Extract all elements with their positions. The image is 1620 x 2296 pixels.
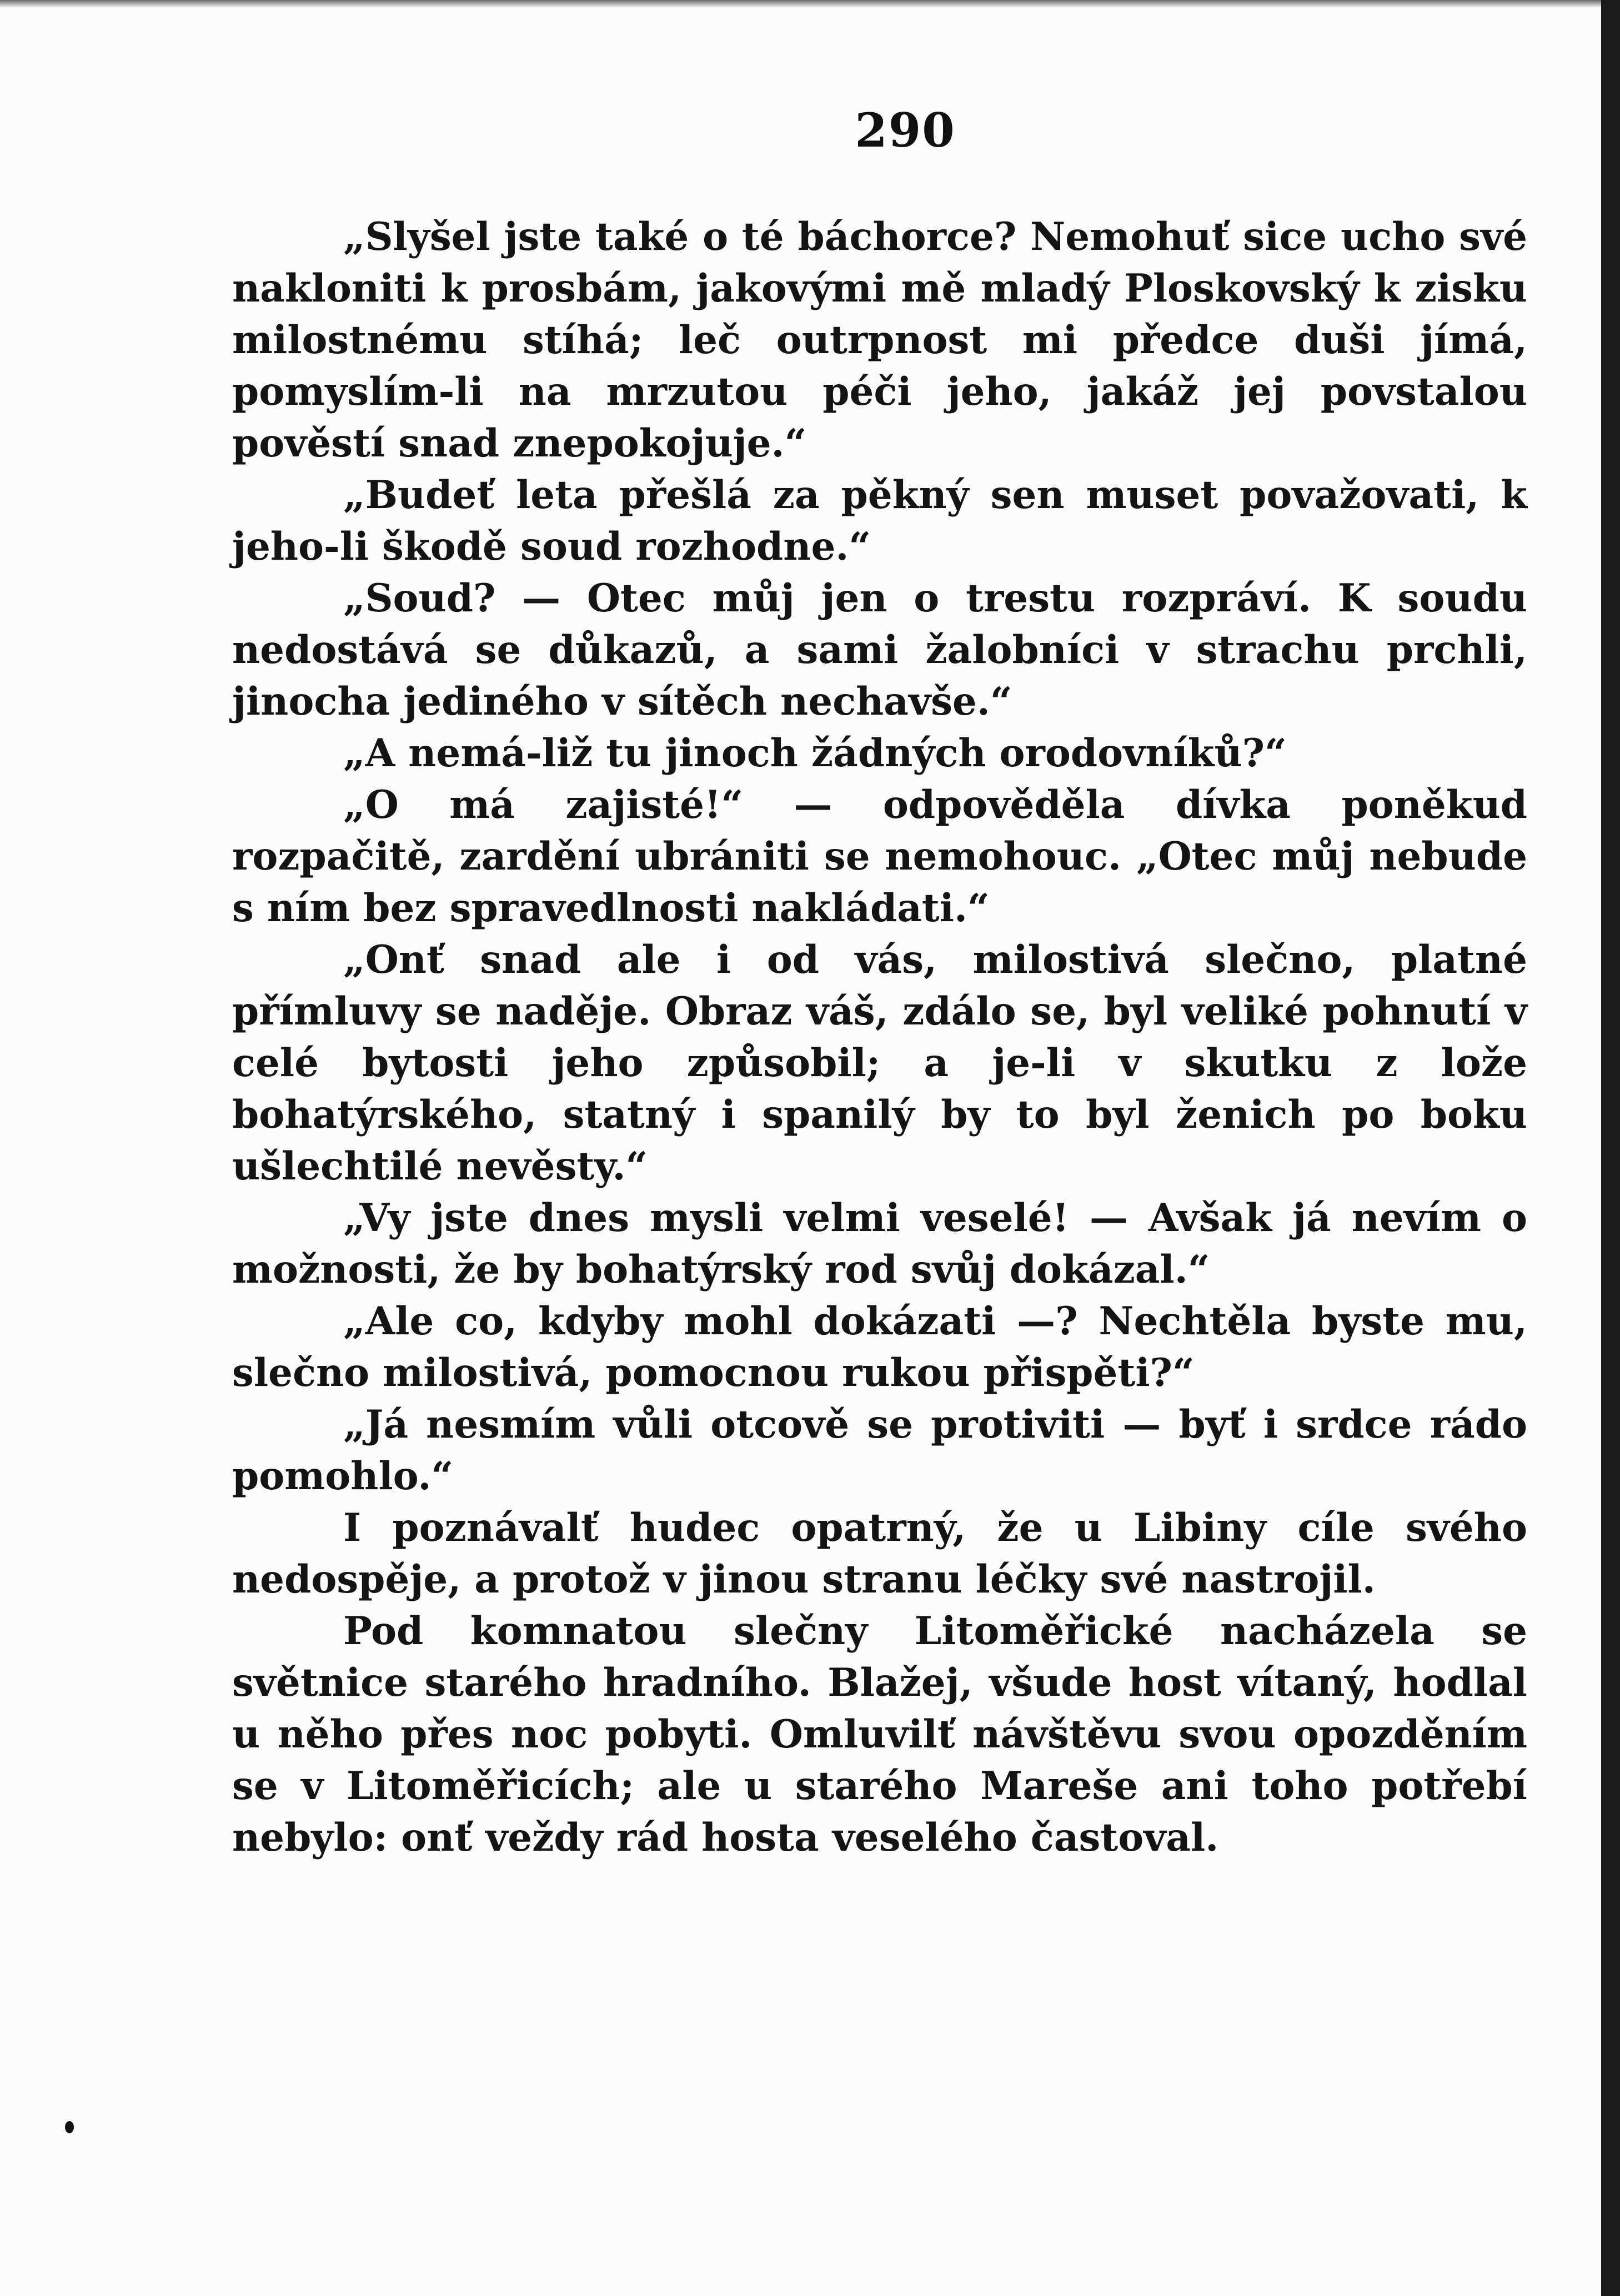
page-right-edge (1601, 0, 1620, 2296)
paragraph-11: Pod komnatou slečny Litoměřické nacházela se světnice starého hradního. Blažej, všude host vítaný, hodlal u něho přes noc pobyti. Omluvilť návštěvu svou opozděním se v Litoměřicích; ale u starého Mareše ani toho potřebí nebylo: onť veždy rád hosta veselého častoval. (232, 1609, 1527, 1860)
paragraph-2: „Budeť leta přešlá za pěkný sen muset považovati, k jeho-li škodě soud rozhodne.“ (232, 473, 1527, 569)
paragraph-1: „Slyšel jste také o té báchorce? Nemohuť sice ucho své nakloniti k prosbám, jakovými mě mladý Ploskovský k zisku milostnému stíhá; leč outrpnost mi předce duši jímá, pomyslím-li na mrzutou péči jeho, jakáž jej povstalou pověstí snad znepokojuje.“ (232, 214, 1527, 466)
paragraph-6: „Onť snad ale i od vás, milostivá slečno, platné přímluvy se naděje. Obraz váš, zdálo se, byl veliké pohnutí v celé bytosti jeho způsobil; a je-li v skutku z lože bohatýrského, statný i spanilý by to byl ženich po boku ušlechtilé nevěsty.“ (232, 937, 1527, 1189)
paragraph-7: „Vy jste dnes mysli velmi veselé! — Avšak já nevím o možnosti, že by bohatýrský rod svůj dokázal.“ (232, 1195, 1527, 1292)
paragraph-10: I poznávalť hudec opatrný, že u Libiny cíle svého nedospěje, a protož v jinou stranu léčky své nastrojil. (232, 1505, 1527, 1602)
paragraph-5: „O má zajisté!“ — odpověděla dívka poněkud rozpačitě, zardění ubrániti se nemohouc. „Otec můj nebude s ním bez spravedlnosti nakládati.“ (232, 782, 1527, 931)
page-number: 290 (855, 103, 956, 158)
paragraph-9: „Já nesmím vůli otcově se protiviti — byť i srdce rádo pomohlo.“ (232, 1402, 1527, 1499)
body-text (232, 211, 1527, 1863)
paragraph-4: „A nemá-liž tu jinoch žádných orodovníků?“ (343, 731, 1287, 776)
paragraph-3: „Soud? — Otec můj jen o trestu rozpráví. K soudu nedostává se důkazů, a sami žalobníci v strachu prchli, jinocha jediného v sítěch nechavše.“ (232, 576, 1527, 724)
paragraph-8: „Ale co, kdyby mohl dokázati —? Nechtěla byste mu, slečno milostivá, pomocnou rukou přispěti?“ (232, 1299, 1527, 1395)
ink-spot (65, 2121, 74, 2133)
page-top-edge (0, 0, 1620, 8)
